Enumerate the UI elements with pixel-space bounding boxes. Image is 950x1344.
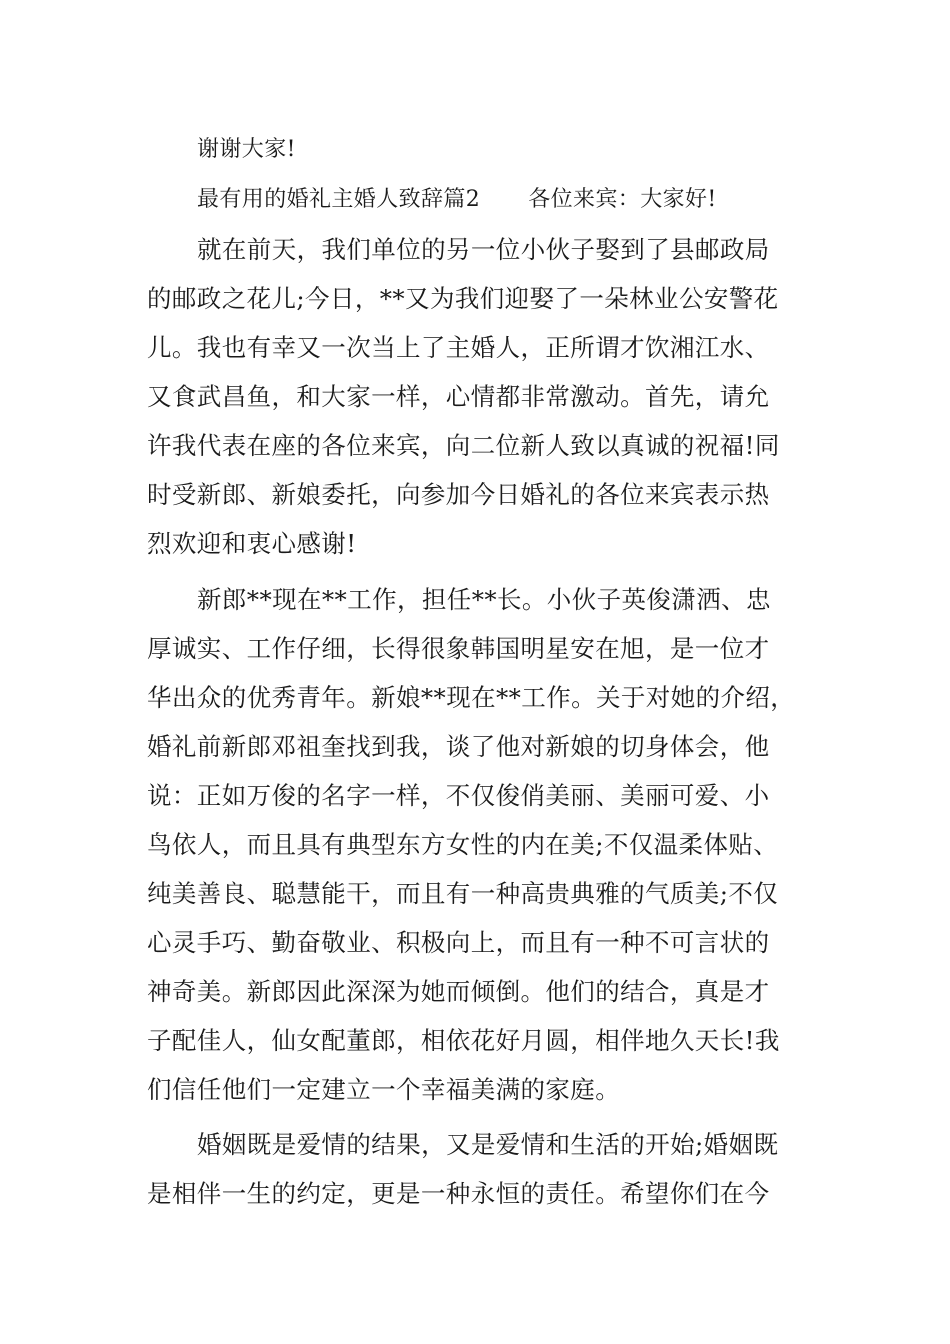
paragraph-line: 时受新郎、新娘委托，向参加今日婚礼的各位来宾表示热 bbox=[147, 480, 770, 509]
paragraph-3 bbox=[147, 1120, 827, 1218]
paragraph-line: 儿。我也有幸又一次当上了主婚人，正所谓才饮湘江水、 bbox=[147, 333, 770, 362]
thanks-line: 谢谢大家! bbox=[197, 137, 296, 162]
section-heading bbox=[197, 180, 717, 220]
paragraph-line: 是相伴一生的约定，更是一种永恒的责任。希望你们在今 bbox=[147, 1179, 770, 1208]
paragraph-line: 就在前天，我们单位的另一位小伙子娶到了县邮政局 bbox=[197, 235, 770, 264]
paragraph-line: 华出众的优秀青年。新娘**现在**工作。关于对她的介绍， bbox=[147, 683, 796, 712]
section-title: 最有用的婚礼主婚人致辞篇2 bbox=[197, 187, 481, 212]
paragraph-line: 婚礼前新郎邓祖奎找到我，谈了他对新娘的切身体会，他 bbox=[147, 732, 770, 761]
paragraph-line: 们信任他们一定建立一个幸福美满的家庭。 bbox=[147, 1075, 621, 1104]
paragraph-line: 婚姻既是爱情的结果，又是爱情和生活的开始;婚姻既 bbox=[197, 1130, 779, 1159]
paragraph-line: 纯美善良、聪慧能干，而且有一种高贵典雅的气质美;不仅 bbox=[147, 879, 779, 908]
paragraph-line: 鸟依人，而且具有典型东方女性的内在美;不仅温柔体贴、 bbox=[147, 830, 779, 859]
paragraph-1 bbox=[147, 225, 827, 568]
paragraph-line: 厚诚实、工作仔细，长得很象韩国明星安在旭，是一位才 bbox=[147, 634, 770, 663]
paragraph-line: 烈欢迎和衷心感谢! bbox=[147, 529, 357, 558]
paragraph-line: 说：正如万俊的名字一样，不仅俊俏美丽、美丽可爱、小 bbox=[147, 781, 770, 810]
paragraph-line: 新郎**现在**工作，担任**长。小伙子英俊潇洒、忠 bbox=[197, 585, 771, 614]
paragraph-line: 心灵手巧、勤奋敬业、积极向上，而且有一种不可言状的 bbox=[147, 928, 770, 957]
greeting: 各位来宾：大家好! bbox=[528, 187, 717, 212]
paragraph-line: 又食武昌鱼，和大家一样，心情都非常激动。首先，请允 bbox=[147, 382, 770, 411]
paragraph-line: 神奇美。新郎因此深深为她而倾倒。他们的结合，真是才 bbox=[147, 977, 770, 1006]
paragraph-line: 的邮政之花儿;今日，**又为我们迎娶了一朵林业公安警花 bbox=[147, 284, 779, 313]
paragraph-line: 许我代表在座的各位来宾，向二位新人致以真诚的祝福!同 bbox=[147, 431, 780, 460]
paragraph-2 bbox=[147, 575, 827, 1114]
paragraph-line: 子配佳人，仙女配董郎，相依花好月圆，相伴地久天长!我 bbox=[147, 1026, 780, 1055]
